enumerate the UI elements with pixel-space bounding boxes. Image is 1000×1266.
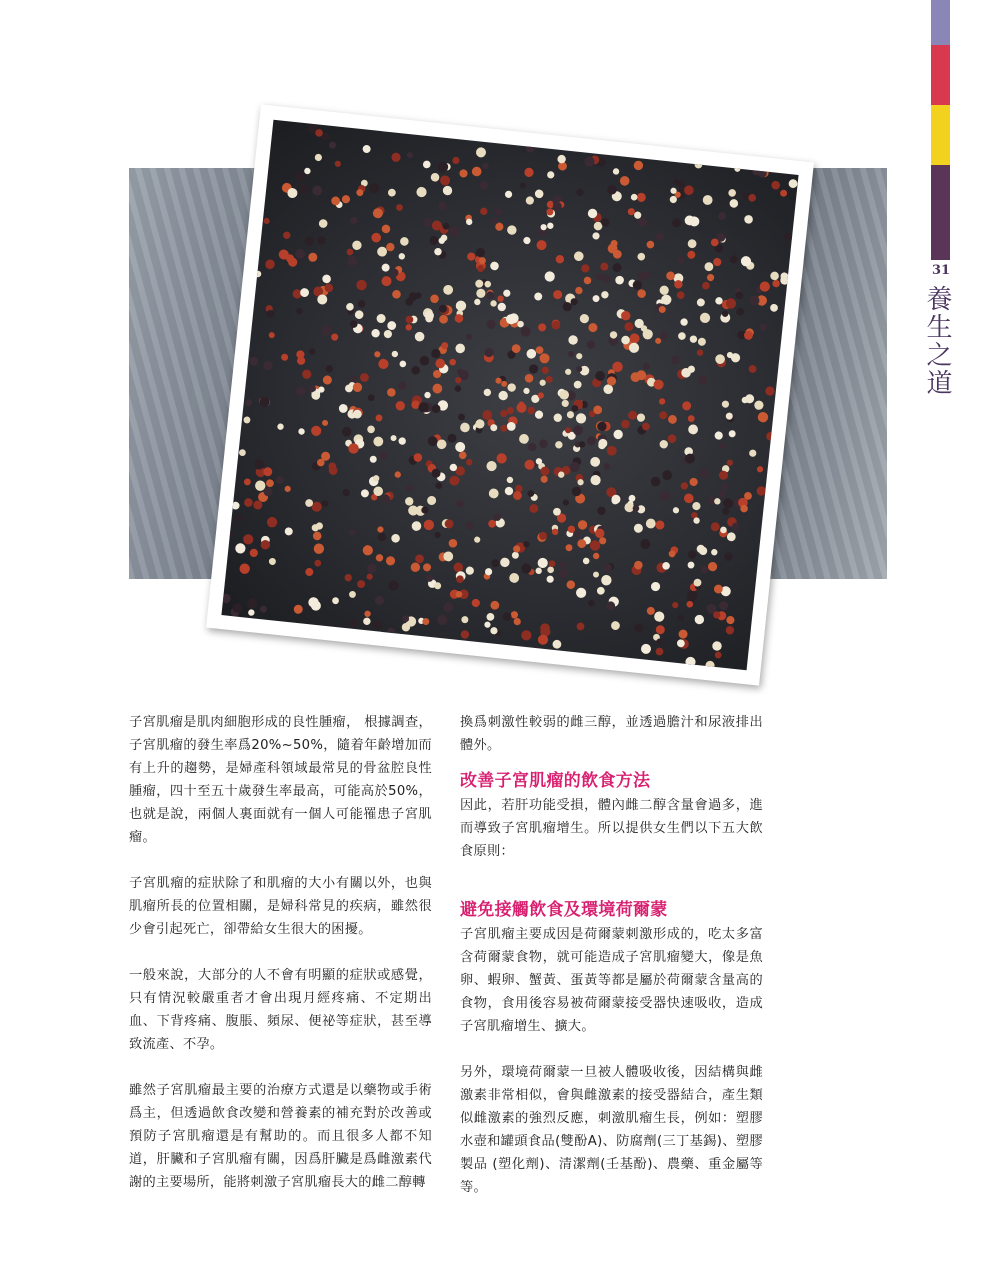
color-block-purple bbox=[931, 0, 950, 45]
quinoa-photo bbox=[221, 120, 798, 670]
quinoa-grains-illustration bbox=[221, 120, 798, 670]
color-block-yellow bbox=[931, 105, 950, 165]
side-color-bar bbox=[931, 0, 950, 260]
paragraph-environment-hormones: 另外，環境荷爾蒙一旦被人體吸收後，因結構與雌激素非常相似，會與雌激素的接受器結合，產生類似雌激素的強烈反應，刺激肌瘤生長，例如：塑膠水壺和罐頭食品(雙酚A)、防腐劑(三丁基錫)、塑膠製品 (塑化劑)、清潔劑(壬基酚)、農藥、重金屬等等。 bbox=[460, 1065, 763, 1195]
paragraph-symptoms-location: 子宮肌瘤的症狀除了和肌瘤的大小有關以外，也與肌瘤所長的位置相關，是婦科常見的疾病，雖然很少會引起死亡，卻帶給女生很大的困擾。 bbox=[129, 876, 432, 937]
paragraph-treatment: 雖然子宮肌瘤最主要的治療方式還是以藥物或手術爲主，但透過飲食改變和營養素的補充對於改善或預防子宮肌瘤還是有幫助的。而且很多人都不知道，肝臟和子宮肌瘤有關，因爲肝臟是爲雌激素代謝的主要場所，能將刺激子宮肌瘤長大的雌二醇轉 bbox=[129, 1083, 432, 1190]
page-number: 31 bbox=[931, 263, 951, 278]
paragraph-continuation: 換爲刺激性較弱的雌三醇，並透過膽汁和尿液排出體外。 bbox=[460, 715, 763, 753]
photo-frame bbox=[206, 104, 814, 685]
paragraph-food-hormones: 子宮肌瘤主要成因是荷爾蒙刺激形成的，吃太多富含荷爾蒙食物，就可能造成子宮肌瘤變大，像是魚卵、蝦卵、蟹黃、蛋黃等都是屬於荷爾蒙含量高的食物，食用後容易被荷爾蒙接受器快速吸收，造成子宮肌瘤增生、擴大。 bbox=[460, 927, 763, 1034]
article-left-column bbox=[129, 711, 432, 1194]
paragraph-symptoms: 一般來說，大部分的人不會有明顯的症狀或感覺，只有情況較嚴重者才會出現月經疼痛、不定期出血、下背疼痛、腹脹、頻尿、便祕等症狀，甚至導致流產、不孕。 bbox=[129, 968, 432, 1052]
heading-diet-methods: 改善子宮肌瘤的飲食方法 bbox=[460, 771, 651, 791]
heading-avoid-hormones: 避免接觸飲食及環境荷爾蒙 bbox=[460, 900, 668, 920]
paragraph-diet-intro: 因此，若肝功能受損，體內雌二醇含量會過多，進而導致子宮肌瘤增生。所以提供女生們以下五大飲食原則： bbox=[460, 798, 763, 859]
paragraph-intro: 子宮肌瘤是肌肉細胞形成的良性腫瘤， 根據調查，子宮肌瘤的發生率爲20%~50%，隨着年齡增加而有上升的趨勢，是婦產科領域最常見的骨盆腔良性腫瘤，四十至五十歲發生率最高，可能高於50%，也就是說，兩個人裏面就有一個人可能罹患子宮肌瘤。 bbox=[129, 715, 432, 845]
color-block-plum bbox=[931, 165, 950, 260]
color-block-red bbox=[931, 45, 950, 105]
article-right-column bbox=[460, 711, 763, 1199]
section-title: 養生之道 bbox=[922, 285, 952, 397]
